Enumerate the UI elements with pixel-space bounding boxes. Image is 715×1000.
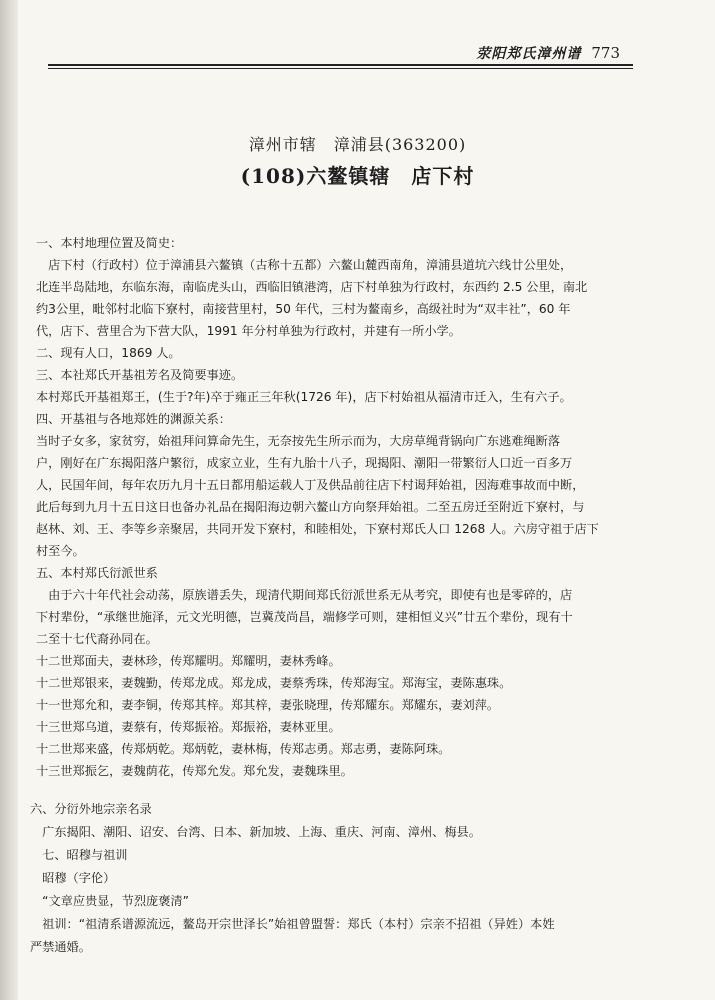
page-number: 773 [591,44,620,62]
page-title: (108)六鳌镇辖 店下村 [240,164,475,188]
text-line: 北连半岛陆地，东临东海，南临虎头山，西临旧镇港湾，店下村单独为行政村，东西约 2.5 公里，南北 [36,280,588,294]
text-line: 赵林、刘、王、李等乡亲聚居，共同开发下寮村，和睦相处，下寮村郑氏人口 1268 人。六房守祖于店下 [36,522,599,536]
text-line: 七、昭穆与祖训 [30,848,128,862]
text-line: 人，民国年间，每年农历九月十五日都用船运载人丁及供品前往店下村谒拜始祖，因海难事故而中断， [36,478,585,492]
text-line: 十一世郑允和，妻李铜，传郑其梓。郑其梓，妻张晓理，传郑耀东。郑耀东，妻刘萍。 [36,698,500,712]
text-line: 五、本村郑氏衍派世系 [36,566,158,580]
text-line: 店下村（行政村）位于漳浦县六鳌镇（古称十五都）六鳌山麓西南角，漳浦县道坑六线廿公里处， [36,258,573,272]
text-line: 二至十七代裔孙同在。 [36,632,158,646]
bottom-text [30,798,640,959]
text-line: 四、开基祖与各地郑姓的渊源关系： [36,412,231,426]
running-header [380,42,620,64]
text-line: 当时子女多，家贫穷，始祖拜问算命先生，无奈按先生所示而为，大房草绳背锅向广东逃难绳断落 [36,434,561,448]
text-line: 十二世郑面夫，妻林珍，传郑耀明。郑耀明，妻林秀峰。 [36,654,341,668]
text-line: 十三世郑乌道，妻蔡有，传郑振裕。郑振裕，妻林亚里。 [36,720,341,734]
text-line: 十二世郑来盛，传郑炳乾。郑炳乾，妻林梅，传郑志勇。郑志勇，妻陈阿珠。 [36,742,451,756]
text-line: 祖训：“祖清系谱源流远，鳌岛开宗世泽长”始祖曾盟誓：郑氏（本村）宗亲不招祖（异姓）本姓 [30,917,555,931]
text-line: 十二世郑银来，妻魏勤，传郑龙成。郑龙成，妻蔡秀珠，传郑海宝。郑海宝，妻陈惠珠。 [36,676,512,690]
text-line: 下村辈份，“承继世施泽，元文光明德，岂冀茂尚昌，端修学可则，建相恒义兴”廿五个辈份，现有十 [36,610,573,624]
header-rule [48,64,633,69]
text-line: 十三世郑振乞，妻魏荫花，传郑允发。郑允发，妻魏珠里。 [36,764,353,778]
text-line: 约3公里，毗邻村北临下寮村，南接营里村，50 年代，三村为鳌南乡，高级社时为“双丰社”，60 年 [36,302,571,316]
text-line: 严禁通婚。 [30,940,91,954]
text-line: 村至今。 [36,544,85,558]
text-line: 户，刚好在广东揭阳落户繁衍，成家立业，生有九胎十八子，现揭阳、潮阳一带繁衍人口近一百多万 [36,456,573,470]
text-line: 代，店下、营里合为下营大队，1991 年分村单独为行政村，并建有一所小学。 [36,324,461,338]
text-line: 本村郑氏开基祖郑王，(生于?年)卒于雍正三年秋(1726 年)，店下村始祖从福清市迁入，生有六子。 [36,390,572,404]
text-line: 广东揭阳、潮阳、诏安、台湾、日本、新加坡、上海、重庆、河南、漳州、梅县。 [30,825,481,839]
text-line: 一、本村地理位置及简史： [36,236,183,250]
text-line: “文章应贵显，节烈庞褒清” [30,894,189,908]
text-line: 此后每到九月十五日这日也备办礼品在揭阳海边朝六鳌山方向祭拜始祖。二至五房迁至附近下寮村，与 [36,500,585,514]
section-subtitle: 漳州市辖 漳浦县(363200) [248,135,467,154]
text-line: 六、分衍外地宗亲名录 [30,802,152,816]
text-line: 昭穆（字伦） [30,871,116,885]
body-text [36,232,636,782]
text-line: 三、本社郑氏开基祖芳名及简要事迹。 [36,368,244,382]
text-line: 二、现有人口，1869 人。 [36,346,181,360]
running-header-title: 荥阳郑氏漳州谱 [476,46,582,62]
text-line: 由于六十年代社会动荡，原族谱丢失，现清代期间郑氏衍派世系无从考究，即使有也是零碎的，店 [36,588,573,602]
